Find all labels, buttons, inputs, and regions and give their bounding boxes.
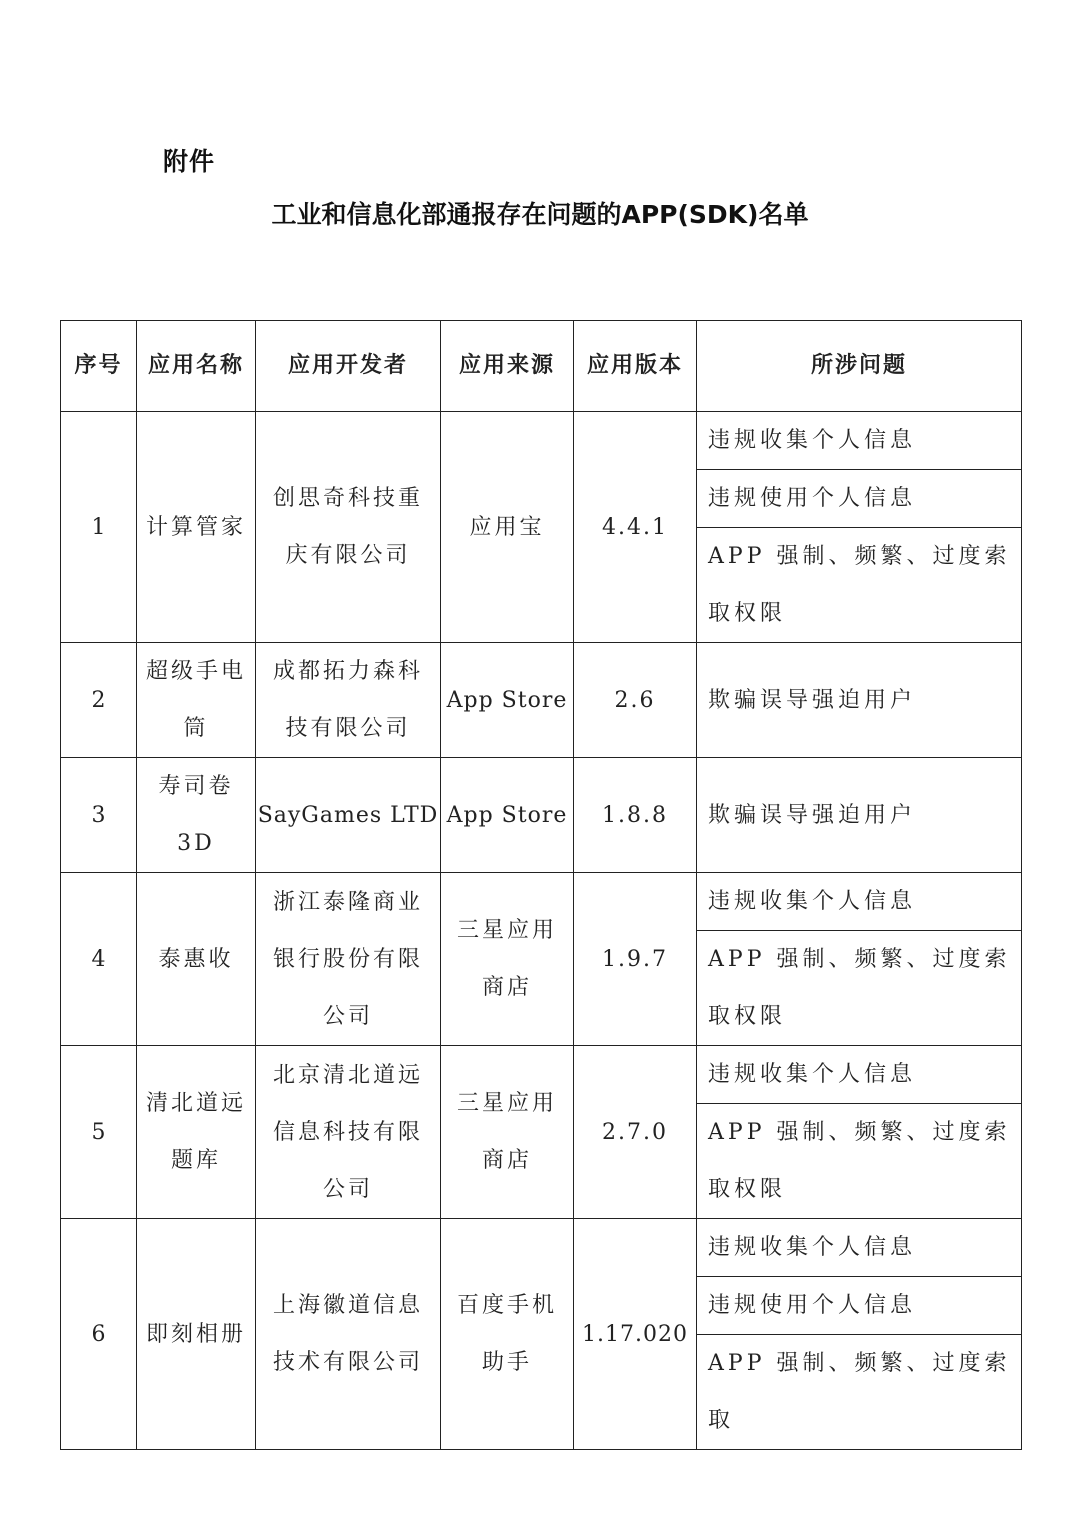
cell-source: 三星应用商店 <box>441 873 574 1046</box>
document-title: 工业和信息化部通报存在问题的APP(SDK)名单 <box>271 200 809 229</box>
header-issues: 所涉问题 <box>697 321 1022 412</box>
cell-app-name: 寿司卷3D <box>137 758 256 873</box>
cell-no: 2 <box>61 643 137 758</box>
cell-version: 1.9.7 <box>574 873 697 1046</box>
table-header-row <box>61 321 1022 412</box>
cell-issue: APP 强制、频繁、过度索取权限 <box>697 528 1022 643</box>
cell-developer: 创思奇科技重庆有限公司 <box>256 412 441 643</box>
header-no: 序号 <box>61 321 137 412</box>
cell-source: 三星应用商店 <box>441 1046 574 1219</box>
cell-issue: 欺骗误导强迫用户 <box>697 758 1022 873</box>
table-row <box>61 1219 1022 1277</box>
cell-app-name: 泰惠收 <box>137 873 256 1046</box>
cell-source: 百度手机助手 <box>441 1219 574 1450</box>
cell-issue: 违规收集个人信息 <box>697 1046 1022 1104</box>
table-row <box>61 643 1022 758</box>
cell-app-name: 清北道远题库 <box>137 1046 256 1219</box>
cell-version: 1.17.020 <box>574 1219 697 1450</box>
cell-source: App Store <box>441 643 574 758</box>
table-row <box>61 1046 1022 1104</box>
header-source: 应用来源 <box>441 321 574 412</box>
cell-version: 1.8.8 <box>574 758 697 873</box>
cell-version: 2.6 <box>574 643 697 758</box>
cell-source: 应用宝 <box>441 412 574 643</box>
cell-developer: SayGames LTD <box>256 758 441 873</box>
cell-version: 2.7.0 <box>574 1046 697 1219</box>
table-row <box>61 873 1022 931</box>
cell-issue: 违规收集个人信息 <box>697 1219 1022 1277</box>
cell-version: 4.4.1 <box>574 412 697 643</box>
cell-issue: 违规收集个人信息 <box>697 873 1022 931</box>
cell-developer: 上海徽道信息技术有限公司 <box>256 1219 441 1450</box>
header-version: 应用版本 <box>574 321 697 412</box>
cell-no: 6 <box>61 1219 137 1450</box>
cell-app-name: 计算管家 <box>137 412 256 643</box>
cell-no: 5 <box>61 1046 137 1219</box>
header-developer: 应用开发者 <box>256 321 441 412</box>
cell-developer: 浙江泰隆商业银行股份有限公司 <box>256 873 441 1046</box>
cell-developer: 成都拓力森科技有限公司 <box>256 643 441 758</box>
cell-no: 1 <box>61 412 137 643</box>
cell-issue: 违规收集个人信息 <box>697 412 1022 470</box>
cell-source: App Store <box>441 758 574 873</box>
cell-app-name: 超级手电筒 <box>137 643 256 758</box>
cell-no: 3 <box>61 758 137 873</box>
table-row <box>61 412 1022 470</box>
cell-app-name: 即刻相册 <box>137 1219 256 1450</box>
table-row <box>61 758 1022 873</box>
cell-no: 4 <box>61 873 137 1046</box>
attachment-label: 附件 <box>163 147 216 176</box>
cell-issue: 违规使用个人信息 <box>697 470 1022 528</box>
cell-issue: APP 强制、频繁、过度索取 <box>697 1335 1022 1450</box>
header-app-name: 应用名称 <box>137 321 256 412</box>
cell-issue: 违规使用个人信息 <box>697 1277 1022 1335</box>
cell-issue: 欺骗误导强迫用户 <box>697 643 1022 758</box>
cell-developer: 北京清北道远信息科技有限公司 <box>256 1046 441 1219</box>
cell-issue: APP 强制、频繁、过度索取权限 <box>697 1104 1022 1219</box>
cell-issue: APP 强制、频繁、过度索取权限 <box>697 931 1022 1046</box>
app-list-table <box>60 320 1022 1450</box>
